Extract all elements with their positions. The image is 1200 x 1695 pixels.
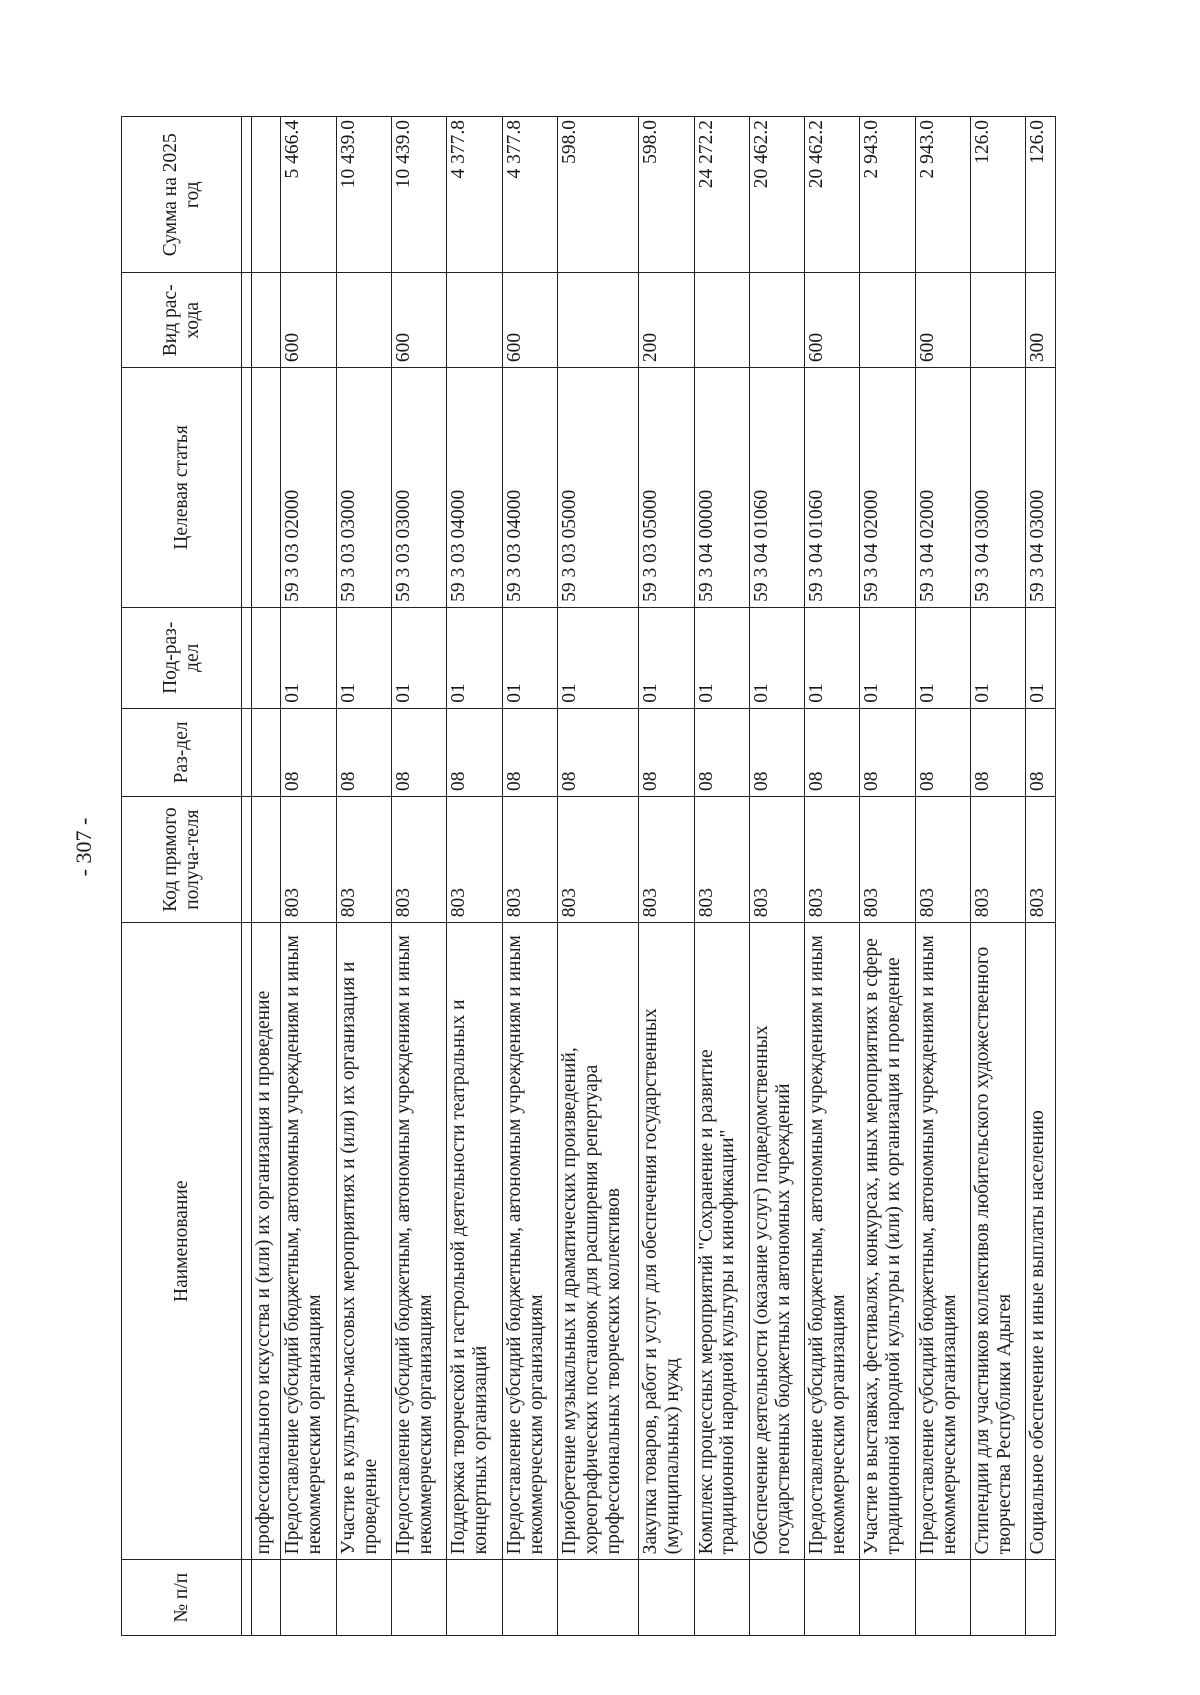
table-row — [971, 117, 1026, 1636]
cell-podrazdel: 01 — [447, 607, 502, 708]
cell-vid: 600 — [805, 273, 860, 368]
cell-no — [915, 1560, 970, 1636]
cell-vid: 200 — [639, 273, 694, 368]
cell-podrazdel: 01 — [971, 607, 1026, 708]
cell-razdel: 08 — [915, 708, 970, 796]
cell-kod: 803 — [281, 797, 336, 923]
cell-summa: 10 439.0 — [392, 117, 447, 274]
cell-no — [971, 1560, 1026, 1636]
cell-celevaya: 59 3 04 03000 — [971, 368, 1026, 608]
cell-kod: 803 — [694, 797, 749, 923]
cell-razdel: 08 — [336, 708, 391, 796]
header-podrazdel: Под-раз-дел — [122, 607, 242, 708]
cell-vid: 600 — [502, 273, 557, 368]
cell-vid — [971, 273, 1026, 368]
cell-podrazdel: 01 — [336, 607, 391, 708]
cell-celevaya: 59 3 03 05000 — [639, 368, 694, 608]
spacer-row — [242, 117, 252, 1636]
cell-summa: 20 462.2 — [805, 117, 860, 274]
cell-vid — [336, 273, 391, 368]
cell-no — [749, 1560, 804, 1636]
cell-kod: 803 — [392, 797, 447, 923]
cell-razdel: 08 — [971, 708, 1026, 796]
cell-celevaya: 59 3 04 00000 — [694, 368, 749, 608]
cell-razdel: 08 — [1026, 708, 1056, 796]
cell-podrazdel: 01 — [502, 607, 557, 708]
table-row — [805, 117, 860, 1636]
table-row — [336, 117, 391, 1636]
cell-podrazdel — [252, 607, 281, 708]
cell-razdel: 08 — [558, 708, 639, 796]
cell-celevaya: 59 3 04 03000 — [1026, 368, 1056, 608]
table-row — [1026, 117, 1056, 1636]
cell-vid — [447, 273, 502, 368]
cell-podrazdel: 01 — [392, 607, 447, 708]
cell-name: Предоставление субсидий бюджетным, автономным учреждениям и иным некоммерческим организациям — [392, 923, 447, 1560]
cell-razdel: 08 — [749, 708, 804, 796]
page-number: - 307 - — [71, 817, 96, 877]
table-row — [639, 117, 694, 1636]
cell-name: Предоставление субсидий бюджетным, автономным учреждениям и иным некоммерческим организациям — [915, 923, 970, 1560]
header-razdel: Раз-дел — [122, 708, 242, 796]
cell-kod: 803 — [336, 797, 391, 923]
cell-vid — [860, 273, 915, 368]
cell-no — [336, 1560, 391, 1636]
cell-celevaya: 59 3 04 01060 — [749, 368, 804, 608]
cell-name: Поддержка творческой и гастрольной деятельности театральных и концертных организаций — [447, 923, 502, 1560]
cell-kod: 803 — [447, 797, 502, 923]
table-row — [860, 117, 915, 1636]
cell-celevaya: 59 3 03 02000 — [281, 368, 336, 608]
cell-celevaya: 59 3 04 01060 — [805, 368, 860, 608]
table-header-row — [122, 117, 242, 1636]
table-row — [915, 117, 970, 1636]
cell-kod: 803 — [639, 797, 694, 923]
cell-summa: 4 377.8 — [502, 117, 557, 274]
cell-no — [502, 1560, 557, 1636]
cell-name: профессионального искусства и (или) их организация и проведение — [252, 923, 281, 1560]
cell-kod: 803 — [860, 797, 915, 923]
cell-kod — [252, 797, 281, 923]
cell-podrazdel: 01 — [694, 607, 749, 708]
cell-vid: 600 — [915, 273, 970, 368]
cell-name: Закупка товаров, работ и услуг для обеспечения государственных (муниципальных) нужд — [639, 923, 694, 1560]
cell-name: Предоставление субсидий бюджетным, автономным учреждениям и иным некоммерческим организациям — [805, 923, 860, 1560]
cell-name: Предоставление субсидий бюджетным, автономным учреждениям и иным некоммерческим организациям — [281, 923, 336, 1560]
cell-celevaya: 59 3 03 04000 — [447, 368, 502, 608]
header-no: № п/п — [122, 1560, 242, 1636]
cell-razdel: 08 — [281, 708, 336, 796]
cell-razdel: 08 — [694, 708, 749, 796]
cell-razdel: 08 — [392, 708, 447, 796]
cell-podrazdel: 01 — [860, 607, 915, 708]
table-row — [281, 117, 336, 1636]
header-vid: Вид рас-хода — [122, 273, 242, 368]
cell-vid — [252, 273, 281, 368]
table-row — [447, 117, 502, 1636]
cell-podrazdel: 01 — [749, 607, 804, 708]
cell-celevaya: 59 3 04 02000 — [915, 368, 970, 608]
cell-podrazdel: 01 — [558, 607, 639, 708]
cell-celevaya: 59 3 03 04000 — [502, 368, 557, 608]
cell-kod: 803 — [558, 797, 639, 923]
cell-podrazdel: 01 — [639, 607, 694, 708]
table-row — [502, 117, 557, 1636]
rotated-table-wrapper — [121, 116, 1056, 1636]
cell-kod: 803 — [805, 797, 860, 923]
cell-podrazdel: 01 — [1026, 607, 1056, 708]
cell-summa: 126.0 — [971, 117, 1026, 274]
cell-summa: 4 377.8 — [447, 117, 502, 274]
cell-no — [558, 1560, 639, 1636]
cell-name: Стипендии для участников коллективов любительского художественного творчества Республики Адыгея — [971, 923, 1026, 1560]
cell-summa: 598.0 — [558, 117, 639, 274]
cell-name: Приобретение музыкальных и драматических произведений, хореографических постановок для расширения репертуара профессиональных творческих коллективов — [558, 923, 639, 1560]
cell-razdel: 08 — [502, 708, 557, 796]
cell-kod: 803 — [1026, 797, 1056, 923]
cell-summa — [252, 117, 281, 274]
cell-no — [392, 1560, 447, 1636]
cell-summa: 5 466.4 — [281, 117, 336, 274]
cell-no — [860, 1560, 915, 1636]
cell-summa: 20 462.2 — [749, 117, 804, 274]
cell-name: Социальное обеспечение и иные выплаты населению — [1026, 923, 1056, 1560]
budget-table — [121, 116, 1056, 1636]
cell-no — [281, 1560, 336, 1636]
cell-name: Участие в культурно-массовых мероприятиях и (или) их организация и проведение — [336, 923, 391, 1560]
cell-summa: 126.0 — [1026, 117, 1056, 274]
cell-kod: 803 — [502, 797, 557, 923]
cell-vid: 600 — [281, 273, 336, 368]
cell-no — [639, 1560, 694, 1636]
cell-name: Предоставление субсидий бюджетным, автономным учреждениям и иным некоммерческим организациям — [502, 923, 557, 1560]
cell-no — [1026, 1560, 1056, 1636]
cell-celevaya: 59 3 03 05000 — [558, 368, 639, 608]
table-row — [694, 117, 749, 1636]
cell-summa: 24 272.2 — [694, 117, 749, 274]
cell-kod: 803 — [915, 797, 970, 923]
table-row — [558, 117, 639, 1636]
cell-podrazdel: 01 — [805, 607, 860, 708]
cell-summa: 598.0 — [639, 117, 694, 274]
cell-celevaya: 59 3 03 03000 — [336, 368, 391, 608]
cell-celevaya: 59 3 04 02000 — [860, 368, 915, 608]
header-summa: Сумма на 2025 год — [122, 117, 242, 274]
cell-razdel: 08 — [805, 708, 860, 796]
cell-podrazdel: 01 — [915, 607, 970, 708]
cell-name: Участие в выставках, фестивалях, конкурсах, иных мероприятиях в сфере традиционной народной культуры и (или) их организация и проведение — [860, 923, 915, 1560]
cell-celevaya — [252, 368, 281, 608]
cell-razdel — [252, 708, 281, 796]
table-row — [392, 117, 447, 1636]
header-kod: Код прямого получа-теля — [122, 797, 242, 923]
table-row — [252, 117, 281, 1636]
table-row — [749, 117, 804, 1636]
cell-podrazdel: 01 — [281, 607, 336, 708]
cell-summa: 2 943.0 — [860, 117, 915, 274]
cell-kod: 803 — [749, 797, 804, 923]
cell-vid — [749, 273, 804, 368]
cell-no — [447, 1560, 502, 1636]
cell-razdel: 08 — [447, 708, 502, 796]
cell-name: Комплекс процессных мероприятий "Сохранение и развитие традиционной народной культуры и кинофикации" — [694, 923, 749, 1560]
cell-name: Обеспечение деятельности (оказание услуг) подведомственных государственных бюджетных и автономных учреждений — [749, 923, 804, 1560]
header-name: Наименование — [122, 923, 242, 1560]
cell-summa: 2 943.0 — [915, 117, 970, 274]
cell-kod: 803 — [971, 797, 1026, 923]
cell-vid — [558, 273, 639, 368]
cell-vid: 600 — [392, 273, 447, 368]
cell-no — [694, 1560, 749, 1636]
cell-no — [805, 1560, 860, 1636]
cell-razdel: 08 — [860, 708, 915, 796]
cell-razdel: 08 — [639, 708, 694, 796]
cell-no — [252, 1560, 281, 1636]
cell-celevaya: 59 3 03 03000 — [392, 368, 447, 608]
cell-vid: 300 — [1026, 273, 1056, 368]
header-celevaya: Целевая статья — [122, 368, 242, 608]
cell-vid — [694, 273, 749, 368]
cell-summa: 10 439.0 — [336, 117, 391, 274]
